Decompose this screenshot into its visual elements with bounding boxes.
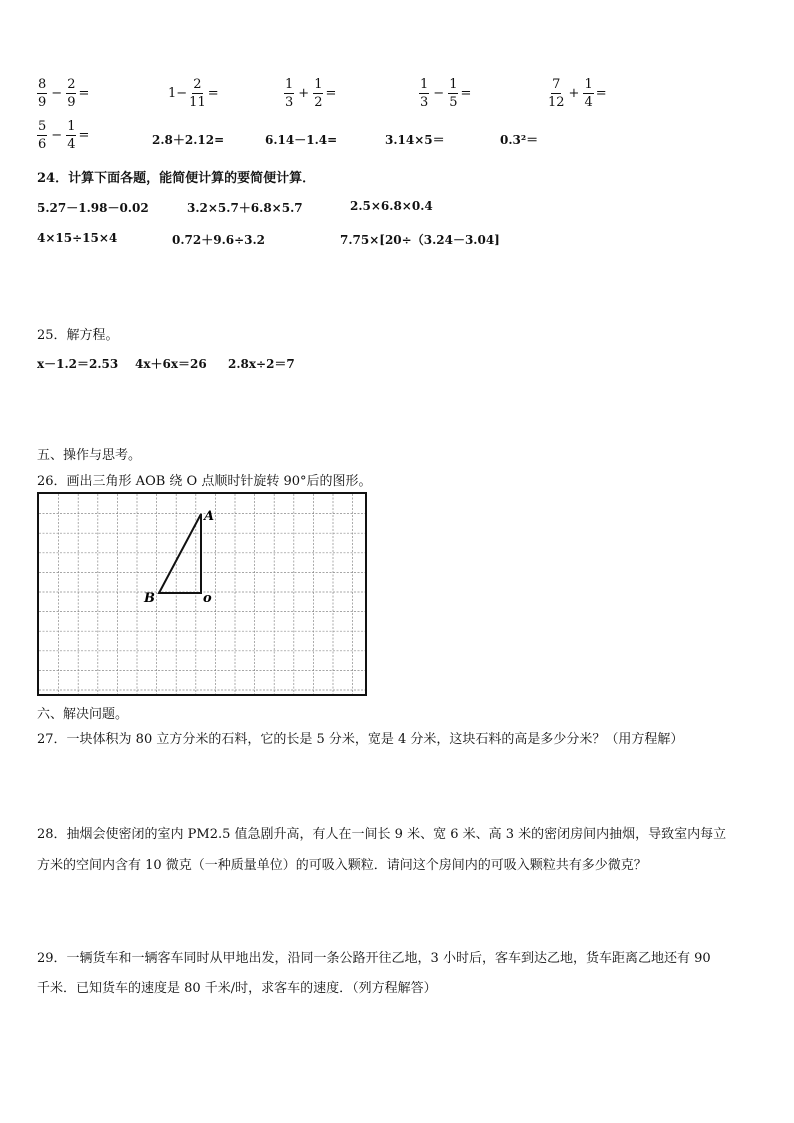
question-28-line1: 28．抽烟会使密闭的室内 PM2.5 值急剧升高，有人在一间长 9 米、宽 6 米、高 3 米的密闭房间内抽烟，导致室内每立 (37, 827, 727, 842)
triangle-aob (159, 514, 201, 593)
grid-svg (39, 494, 365, 694)
calc-item: 3.2×5.7＋6.8×5.7 (187, 201, 303, 215)
equation-item: x－1.2＝2.53 (37, 357, 119, 371)
equation-item: 4x＋6x＝26 (135, 357, 207, 371)
fraction: $\frac{2}{11}$ (189, 77, 206, 110)
label-o: o (203, 591, 212, 606)
calc-item: 0.3²＝ (500, 133, 539, 147)
fraction: $\frac{2}{9}$ (67, 77, 76, 110)
question-26-title: 26．画出三角形 AOB 绕 O 点顺时针旋转 90°后的图形。 (37, 474, 372, 489)
fraction-expr-2: 1− $\frac{2}{11}$ = (168, 77, 219, 110)
section-5-heading: 五、操作与思考。 (37, 448, 142, 463)
fraction: $\frac{7}{12}$ (548, 77, 565, 110)
fraction: $\frac{1}{2}$ (314, 77, 323, 110)
equation-item: 2.8x÷2＝7 (228, 357, 295, 371)
calc-item: 7.75×[20÷（3.24－3.04] (340, 233, 500, 247)
fraction-expr-5: $\frac{7}{12}$ + $\frac{1}{4}$ = (548, 77, 607, 110)
fraction: $\frac{8}{9}$ (38, 77, 47, 110)
fraction-expr-6: $\frac{5}{6}$ − $\frac{1}{4}$ = (38, 119, 90, 152)
question-29-line2: 千米．已知货车的速度是 80 千米/时，求客车的速度．（列方程解答） (37, 981, 437, 996)
calc-item: 5.27－1.98－0.02 (37, 201, 149, 215)
section-6-heading: 六、解决问题。 (37, 707, 129, 722)
calc-item: 0.72＋9.6÷3.2 (172, 233, 266, 247)
calc-item: 6.14－1.4= (265, 133, 338, 147)
fraction: $\frac{1}{5}$ (449, 77, 458, 110)
fraction: $\frac{5}{6}$ (38, 119, 47, 152)
fraction-expr-4: $\frac{1}{3}$ − $\frac{1}{5}$ = (420, 77, 472, 110)
question-28-line2: 方米的空间内含有 10 微克（一种质量单位）的可吸入颗粒．请问这个房间内的可吸入颗粒共有多少微克？ (37, 858, 647, 873)
fraction-expr-1: $\frac{8}{9}$ − $\frac{2}{9}$ = (38, 77, 90, 110)
calc-item: 2.8＋2.12= (152, 133, 225, 147)
grid-figure (37, 492, 367, 696)
fraction: $\frac{1}{4}$ (67, 119, 76, 152)
calc-item: 4×15÷15×4 (37, 231, 118, 245)
label-a: A (204, 509, 215, 524)
fraction: $\frac{1}{3}$ (420, 77, 429, 110)
fraction: $\frac{1}{3}$ (285, 77, 294, 110)
calc-item: 2.5×6.8×0.4 (350, 199, 433, 213)
label-b: B (144, 591, 155, 606)
calc-item: 3.14×5＝ (385, 133, 445, 147)
fraction: $\frac{1}{4}$ (584, 77, 593, 110)
question-25-title: 25．解方程。 (37, 328, 119, 343)
question-29-line1: 29．一辆货车和一辆客车同时从甲地出发，沿同一条公路开往乙地，3 小时后，客车到达乙地，货车距离乙地还有 90 (37, 951, 711, 966)
question-24-title: 24．计算下面各题，能简便计算的要简便计算． (37, 171, 316, 186)
question-27: 27．一块体积为 80 立方分米的石料，它的长是 5 分米，宽是 4 分米，这块石料的高是多少分米？（用方程解） (37, 732, 684, 747)
fraction-expr-3: $\frac{1}{3}$ + $\frac{1}{2}$ = (285, 77, 337, 110)
